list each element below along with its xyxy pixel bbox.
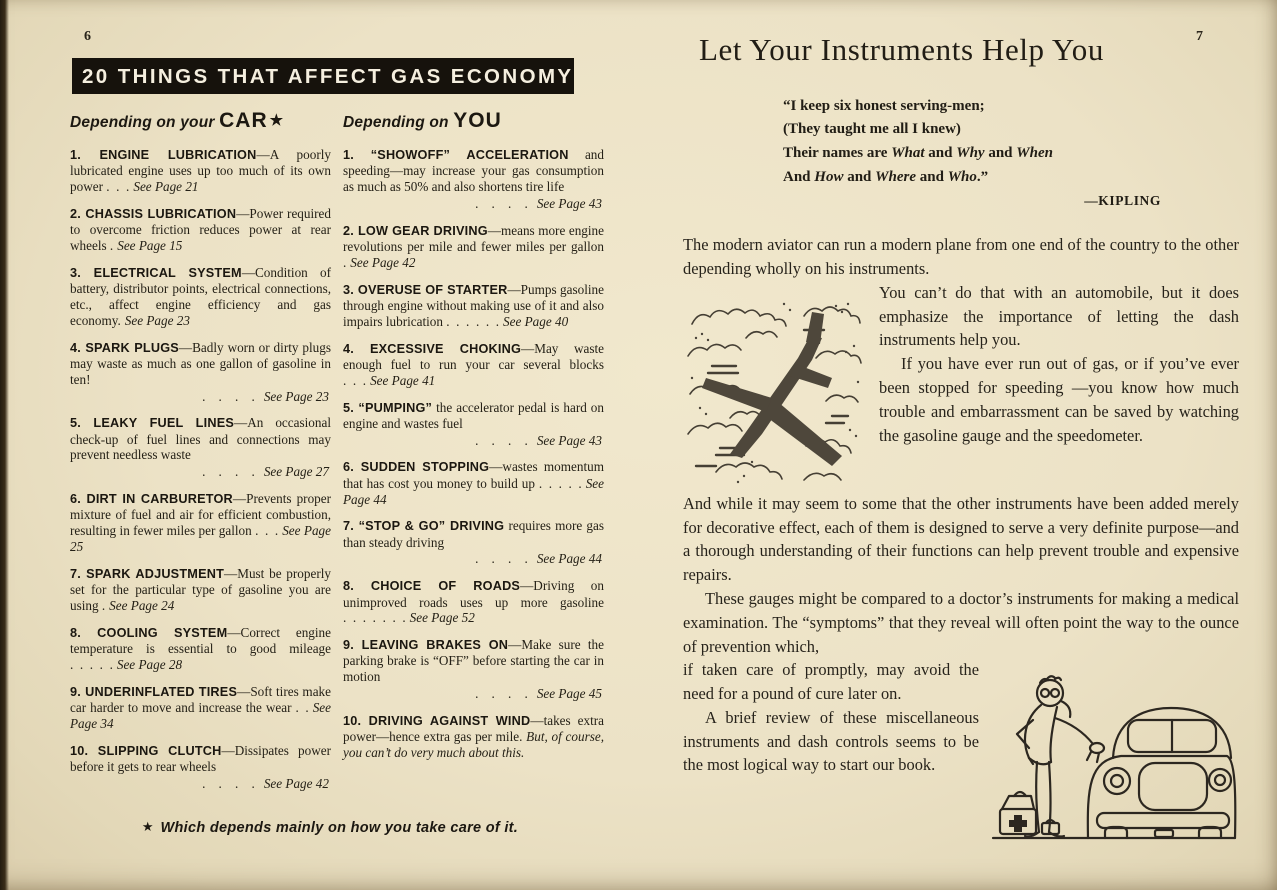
list-item — [70, 340, 331, 405]
page-ref-line: . . . . See Page 43 — [475, 432, 602, 448]
item-title: 10. DRIVING AGAINST WIND — [343, 713, 531, 728]
item-title: 2. LOW GEAR DRIVING — [343, 223, 488, 238]
item-title: 3. ELECTRICAL SYSTEM — [70, 265, 242, 280]
list-item — [343, 459, 604, 507]
section-banner: 20 THINGS THAT AFFECT GAS ECONOMY — [72, 58, 574, 94]
page-ref: See Page 28 — [116, 656, 183, 672]
column-heading-car — [70, 106, 331, 134]
item-body: —Condition of battery, distributor points, electrical connections, etc., affect engine efficiency and gas economy. — [70, 264, 332, 328]
page-ref: See Page 23 — [124, 312, 190, 328]
doctor-examining-car-illustration — [987, 660, 1239, 846]
item-body: —May waste enough fuel to run your car several blocks . . . — [343, 340, 604, 388]
quote-line: (They taught me all I knew) — [783, 121, 961, 138]
plane-in-clouds-illustration — [686, 286, 864, 490]
item-title: 1. ENGINE LUBRICATION — [70, 148, 257, 162]
item-title: 7. “STOP & GO” DRIVING — [343, 519, 505, 534]
page-ref-line: . . . . See Page 27 — [202, 464, 329, 480]
item-title: 6. SUDDEN STOPPING — [343, 460, 490, 475]
item-title: 8. COOLING SYSTEM — [70, 625, 228, 640]
quote-line: Their names are What and Why and When — [783, 145, 1053, 162]
plane-text-block — [683, 281, 1239, 492]
scan-edge-shadow — [0, 0, 9, 890]
star-icon: ★ — [269, 112, 284, 129]
paragraph: And while it may seem to some that the other instruments have been added merely for decorative effect, each of them is designed to serve a very definite purpose—and a thorough understanding of their functions can help prevent trouble and expensive repairs. — [683, 493, 1239, 585]
paragraph: if taken care of promptly, may avoid the need for a pound of cure later on. — [683, 660, 979, 704]
item-body: —Make sure the parking brake is “OFF” before starting the car in motion — [343, 637, 605, 685]
first-aid-cross-icon — [1009, 815, 1027, 832]
list-item — [70, 566, 331, 614]
column-car — [70, 106, 331, 803]
page-ref: See Page 15 — [117, 238, 183, 253]
page-ref: See Page 52 — [409, 610, 475, 626]
item-title: 8. CHOICE OF ROADS — [343, 579, 521, 594]
star-icon: ★ — [141, 818, 154, 834]
page-ref: See Page 42 — [350, 254, 416, 270]
item-title: 6. DIRT IN CARBURETOR — [70, 492, 233, 507]
item-body: —Dissipates power before it gets to rear wheels — [70, 742, 331, 774]
item-italic-tail: But, of course, you can’t do very much about this. — [343, 729, 604, 761]
list-item — [70, 491, 331, 555]
list-item — [343, 518, 604, 567]
item-title: 4. EXCESSIVE CHOKING — [343, 341, 522, 356]
page-ref: See Page 25 — [70, 523, 331, 555]
column-heading-you — [343, 106, 604, 134]
list-item — [70, 684, 331, 732]
list-item — [70, 625, 331, 673]
two-column-list — [70, 106, 604, 803]
item-title: 5. LEAKY FUEL LINES — [70, 416, 235, 431]
item-title: 7. SPARK ADJUSTMENT — [70, 566, 225, 581]
list-item — [343, 341, 604, 389]
item-title: 10. SLIPPING CLUTCH — [70, 743, 222, 758]
list-item — [70, 206, 331, 254]
body-text — [683, 233, 1239, 846]
item-body: —Must be properly set for the particular type of gasoline you are using . — [70, 565, 331, 613]
item-body: —Soft tires make car harder to move and increase the wear . . — [70, 683, 331, 715]
item-body: requires more gas than steady driving — [343, 518, 605, 550]
column-you — [343, 106, 604, 803]
item-body: —Driving on unimproved roads uses up more gasoline . . . . . . . — [343, 578, 604, 626]
list-item — [343, 147, 604, 212]
item-body: —A poorly lubricated engine uses up too much of its own power . . . — [70, 147, 331, 195]
car-text-block — [683, 658, 1239, 846]
item-body: —takes extra power—hence extra gas per mile. — [343, 712, 604, 745]
item-body: —Power required to overcome friction reduces power at rear wheels . — [70, 205, 331, 253]
page-ref-line: . . . . See Page 44 — [475, 551, 602, 567]
heading-keyword: CAR — [219, 109, 268, 132]
item-body: and speeding—may increase your gas consumption as much as 50% and also shortens tire life — [343, 147, 604, 195]
list-item — [343, 578, 604, 626]
item-body: —Prevents proper mixture of fuel and air for efficient combustion, resulting in fewer miles per gallon . . . — [70, 491, 331, 539]
page-right — [683, 22, 1239, 846]
item-body: the accelerator pedal is hard on engine and wastes fuel — [343, 399, 604, 431]
page-ref: See Page 21 — [133, 179, 199, 195]
item-title: 9. UNDERINFLATED TIRES — [70, 684, 238, 699]
item-title: 9. LEAVING BRAKES ON — [343, 638, 509, 653]
list-item — [70, 147, 331, 195]
footnote-text: Which depends mainly on how you take care of it. — [160, 819, 519, 836]
quote-line: “I keep six honest serving-men; — [783, 97, 985, 114]
paragraph: The modern aviator can run a modern plane from one end of the country to the other depending wholly on his instruments. — [683, 235, 1239, 279]
paragraph: You can’t do that with an automobile, but it does emphasize the importance of letting the dash instruments help you. — [879, 282, 1239, 350]
quote-attribution: —KIPLING — [1084, 193, 1161, 209]
list-item — [70, 415, 331, 480]
quote-line: And How and Where and Who.” — [783, 168, 989, 185]
item-title: 4. SPARK PLUGS — [70, 340, 179, 355]
list-item — [343, 400, 604, 449]
page-ref: See Page 41 — [370, 372, 436, 388]
list-item — [343, 637, 604, 702]
page-ref: See Page 34 — [70, 699, 331, 731]
page-ref: See Page 40 — [503, 313, 569, 329]
footnote — [70, 819, 590, 837]
item-title: 3. OVERUSE OF STARTER — [343, 282, 508, 297]
list-item — [70, 743, 331, 792]
list-item — [70, 265, 331, 329]
page-title: Let Your Instruments Help You — [699, 32, 1104, 67]
page-number: 7 — [1196, 29, 1203, 44]
page-ref-line: . . . . See Page 45 — [475, 686, 602, 702]
page-ref: See Page 44 — [343, 475, 604, 507]
item-body: —Correct engine temperature is essential to good mileage . . . . . — [70, 624, 331, 672]
heading-keyword: YOU — [453, 109, 502, 132]
page-ref-line: . . . . See Page 42 — [202, 775, 329, 791]
paragraph: If you have ever run out of gas, or if you’ve ever been stopped for speeding —you know how much trouble and embarrassment can be saved by watching the gasoline gauge and the speedometer. — [879, 354, 1239, 445]
list-item — [343, 223, 604, 271]
item-body: —Pumps gasoline through engine without making use of it and also impairs lubrication . . . . . . — [343, 281, 604, 329]
page-left — [70, 26, 604, 837]
item-title: 1. “SHOWOFF” ACCELERATION — [343, 148, 569, 162]
heading-pre: Depending on your — [70, 114, 220, 131]
page-ref-line: . . . . See Page 23 — [202, 388, 329, 404]
item-title: 2. CHASSIS LUBRICATION — [70, 206, 237, 221]
airplane-silhouette — [702, 312, 842, 466]
page-ref: See Page 24 — [109, 597, 175, 613]
list-item — [343, 713, 604, 761]
item-body: —An occasional check-up of fuel lines and connections may prevent needless waste — [70, 415, 331, 463]
page-ref-line: . . . . See Page 43 — [475, 195, 602, 211]
item-body: —means more engine revolutions per mile and fewer miles per gallon . — [343, 222, 604, 270]
list-item — [343, 282, 604, 330]
item-body: —Badly worn or dirty plugs may waste as much as one gallon of gasoline in ten! — [70, 339, 331, 387]
page-number: 6 — [84, 29, 91, 44]
kipling-quote — [783, 95, 1239, 212]
paragraph: These gauges might be compared to a doctor’s instruments for making a medical examination. The “symptoms” that they reveal will often point the way to the ounce of prevention which, — [683, 588, 1239, 656]
paragraph: A brief review of these miscellaneous instruments and dash controls seems to be the most logical way to start our book. — [683, 707, 979, 775]
item-body: —wastes momentum that has cost you money to build up . . . . . — [343, 459, 604, 491]
item-title: 5. “PUMPING” — [343, 400, 433, 415]
heading-pre: Depending on — [343, 114, 454, 131]
